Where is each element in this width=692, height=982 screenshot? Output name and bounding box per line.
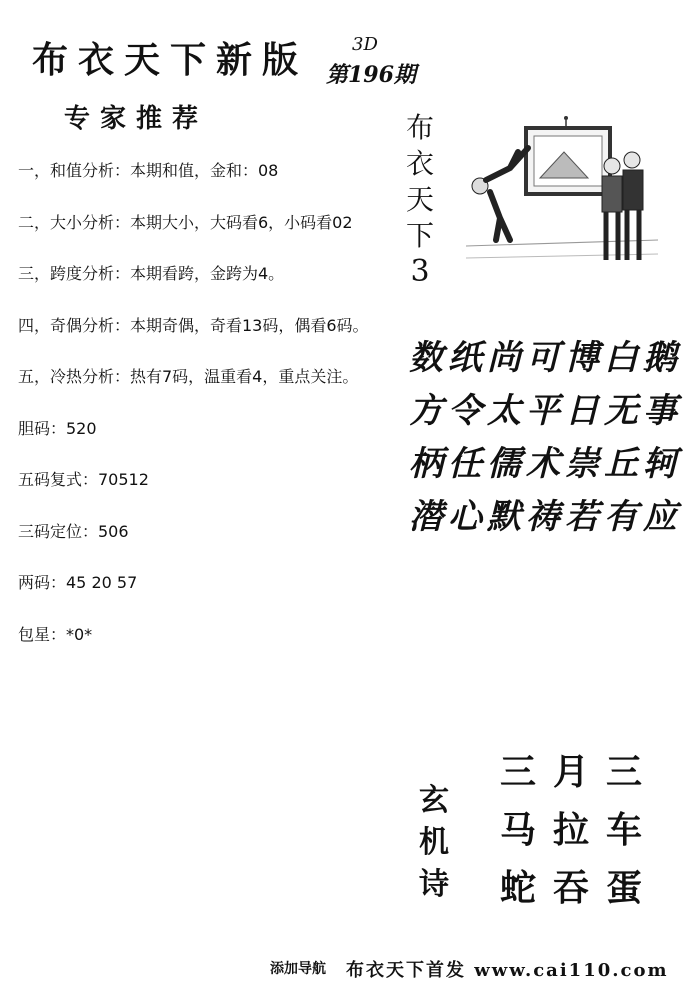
poem-char: 儒 (487, 444, 521, 484)
xuanji-char: 三 (499, 751, 536, 793)
series-char: 布 (405, 111, 434, 144)
xuanji-row (496, 802, 646, 860)
poem-char: 平 (526, 391, 560, 431)
analysis-line: 五，冷热分析：热有7码，温重看4，重点关注。 (18, 367, 359, 386)
poem-char: 崇 (565, 444, 599, 484)
poem-char: 轲 (643, 444, 677, 484)
series-char: 天 (405, 183, 434, 216)
xuanji-char: 车 (605, 809, 642, 851)
xuanji-char: 吞 (552, 867, 589, 909)
analysis-line: 包星：*0* (18, 624, 93, 644)
xuanji-char: 拉 (552, 809, 589, 851)
analysis-list (18, 160, 369, 675)
poem-char: 若 (565, 497, 599, 537)
poem-char: 方 (409, 391, 443, 431)
analysis-line: 五码复式：70512 (18, 470, 149, 489)
xuanji-char: 蛇 (499, 867, 536, 909)
cartoon-illustration (466, 108, 658, 278)
page-title: 布衣天下新版 (32, 39, 309, 81)
xuanji-char: 月 (552, 751, 589, 793)
series-char: 衣 (405, 147, 434, 180)
series-label (402, 110, 438, 290)
poem-row (408, 330, 678, 383)
poem-char: 潜 (409, 497, 443, 537)
poem-char: 太 (487, 391, 521, 431)
poem-char: 令 (448, 391, 482, 431)
viewer-body (602, 176, 622, 212)
poem-char: 心 (448, 497, 482, 537)
poem-char: 祷 (526, 497, 560, 537)
add-navigation-link[interactable]: 添加导航 (270, 961, 326, 977)
series-char: 下 (405, 219, 434, 252)
poem-char: 数 (409, 338, 443, 378)
analysis-line: 三，跨度分析：本期看跨，金跨为4。 (18, 264, 285, 283)
poem-row (408, 489, 678, 542)
poem-char: 纸 (448, 338, 482, 378)
poem-char: 应 (643, 497, 677, 537)
analysis-line: 四，奇偶分析：本期奇偶，奇看13码，偶看6码。 (18, 315, 369, 335)
lottery-tag: 3D (352, 34, 378, 55)
poem-char: 术 (526, 444, 560, 484)
poem-row (408, 383, 678, 436)
xuanji-char: 蛋 (605, 867, 642, 909)
xuanji-label-char: 机 (419, 825, 449, 860)
poem-char: 可 (526, 338, 560, 378)
poem-char: 任 (448, 444, 482, 484)
poem-char: 博 (565, 338, 599, 378)
xuanji-row (496, 860, 646, 918)
poem-char: 柄 (409, 444, 443, 484)
xuanji-label-char: 诗 (419, 867, 449, 902)
poem-row (408, 436, 678, 489)
viewer-body (623, 170, 643, 210)
poem-char: 有 (604, 497, 638, 537)
issue-number: 第196期 (326, 62, 416, 88)
poem-char: 事 (643, 391, 677, 431)
analysis-line: 两码：45 20 57 (18, 573, 138, 592)
section-subtitle: 专家推荐 (64, 104, 209, 134)
poem-block (408, 330, 678, 542)
xuanji-label (414, 780, 454, 906)
poem-char: 默 (487, 497, 521, 537)
analysis-line: 一，和值分析：本期和值，金和：08 (18, 161, 279, 180)
viewer-head (604, 158, 620, 174)
xuanji-label-char: 玄 (419, 783, 449, 818)
series-number: 3 (410, 254, 430, 289)
footer (0, 958, 692, 982)
viewer-head (624, 152, 640, 168)
xuanji-poem (496, 744, 646, 918)
poem-char: 白 (604, 338, 638, 378)
footer-brand: 布衣天下首发 www.cai110.com (346, 960, 669, 981)
poem-char: 日 (565, 391, 599, 431)
analysis-line: 二，大小分析：本期大小，大码看6，小码看02 (18, 212, 353, 232)
analysis-line: 三码定位：506 (18, 521, 129, 541)
poem-char: 尚 (487, 338, 521, 378)
xuanji-char: 马 (499, 809, 536, 851)
poem-char: 鹅 (643, 338, 677, 378)
xuanji-row (496, 744, 646, 802)
poem-char: 丘 (604, 444, 638, 484)
poem-char: 无 (604, 391, 638, 431)
xuanji-char: 三 (605, 751, 642, 793)
analysis-line: 胆码：520 (18, 418, 97, 438)
